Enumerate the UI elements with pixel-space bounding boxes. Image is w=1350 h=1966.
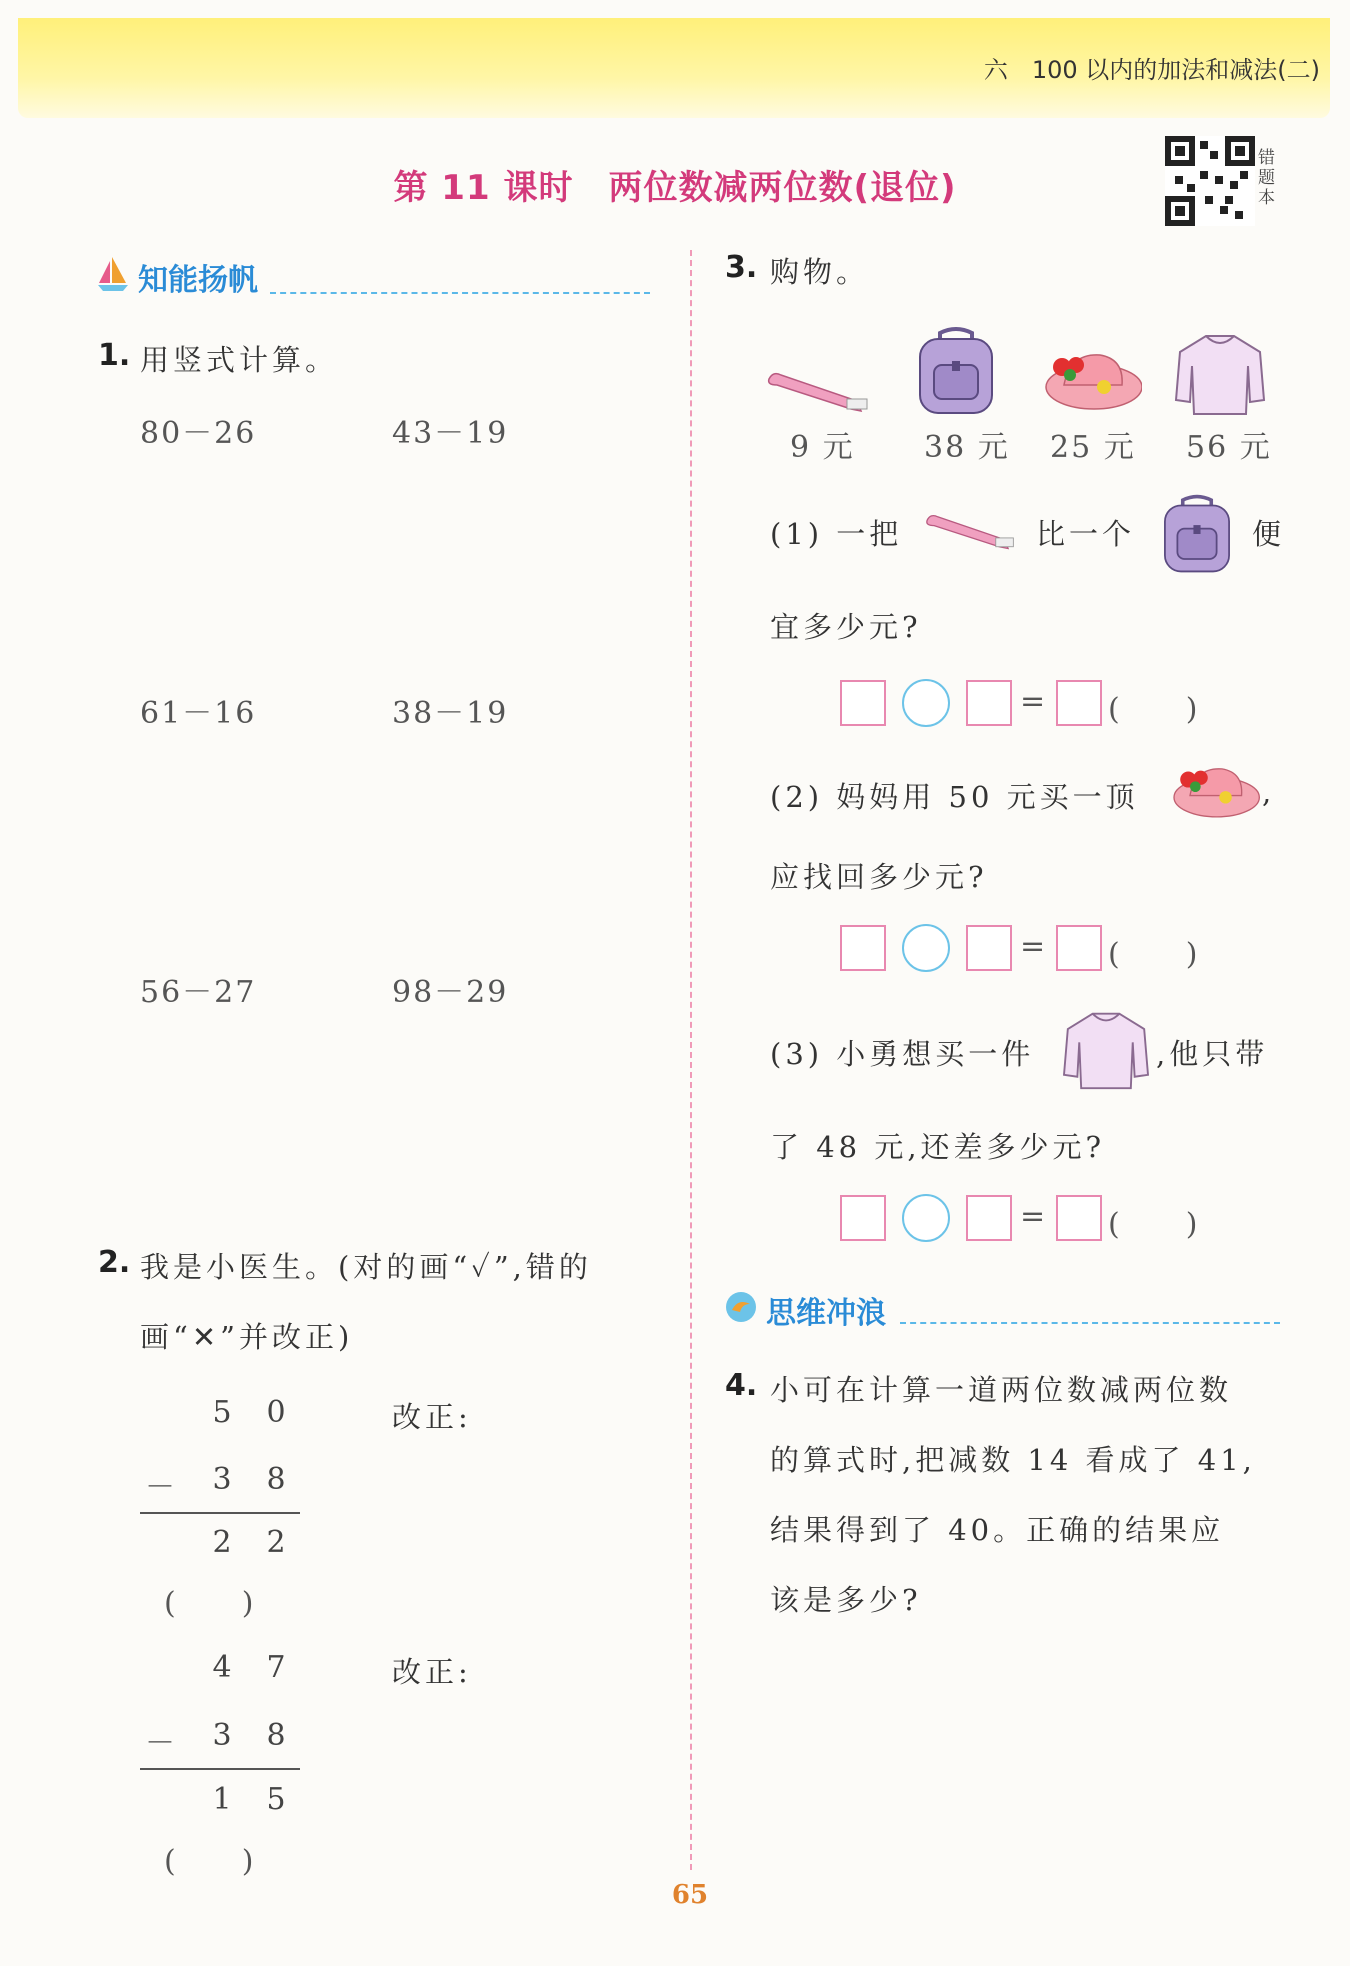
expression: 38－19 (392, 696, 509, 731)
digit: 5 (266, 1782, 286, 1817)
sun-hat-icon (1168, 760, 1260, 824)
unit-parentheses[interactable]: ( ) (1108, 1207, 1200, 1242)
answer-parentheses[interactable]: ( ) (164, 1844, 256, 1879)
sub-question-1-c: 便 (1252, 517, 1286, 551)
backpack-icon (910, 325, 1002, 417)
toothbrush-icon (918, 508, 1026, 552)
answer-box[interactable] (840, 925, 886, 971)
question-1-text: 用竖式计算。 (140, 343, 339, 377)
digit: 0 (266, 1395, 286, 1430)
question-number-4: 4. (725, 1368, 758, 1403)
digit: 5 (212, 1395, 232, 1430)
sub-question-2-b: , (1262, 775, 1276, 809)
expression: 43－19 (392, 416, 509, 451)
sub-question-2-c: 应找回多少元? (770, 860, 988, 894)
section-line (270, 292, 650, 294)
answer-box[interactable] (1056, 680, 1102, 726)
section-title-siwei: 思维冲浪 (766, 1296, 886, 1331)
sailboat-icon (96, 255, 130, 293)
sum-line (140, 1512, 300, 1514)
sub-question-3-b: ,他只带 (1156, 1037, 1269, 1071)
fix-label: 改正: (392, 1400, 472, 1434)
question-3-text: 购物。 (770, 255, 870, 289)
operator-circle[interactable] (902, 679, 950, 727)
digit: 7 (266, 1650, 286, 1685)
digit: 2 (266, 1525, 286, 1560)
expression: 98－29 (392, 975, 509, 1010)
column-divider (690, 250, 692, 1870)
sub-question-3-a: (3) 小勇想买一件 (770, 1037, 1035, 1071)
sub-question-3-c: 了 48 元,还差多少元? (770, 1130, 1106, 1164)
sub-question-1-a: (1) 一把 (770, 517, 903, 551)
expression: 56－27 (140, 975, 257, 1010)
sweater-icon (1060, 1008, 1152, 1092)
section-line (900, 1322, 1280, 1324)
toothbrush-icon (765, 365, 875, 415)
sum-line (140, 1768, 300, 1770)
qr-label: 错题本 (1258, 148, 1275, 208)
digit: 1 (212, 1782, 232, 1817)
digit: 2 (212, 1525, 232, 1560)
question-number-3: 3. (725, 250, 758, 285)
answer-box[interactable] (1056, 925, 1102, 971)
answer-parentheses[interactable]: ( ) (164, 1586, 256, 1621)
sun-hat-icon (1040, 345, 1142, 417)
sub-question-1-d: 宜多少元? (770, 610, 922, 644)
price-label: 9 元 (790, 430, 855, 465)
question-4-line2: 的算式时,把减数 14 看成了 41, (770, 1443, 1256, 1477)
expression: 61－16 (140, 696, 257, 731)
operator-circle[interactable] (902, 1194, 950, 1242)
price-label: 38 元 (924, 430, 1010, 465)
digit: 3 (212, 1718, 232, 1753)
minus-sign: － (145, 1726, 175, 1761)
price-label: 25 元 (1050, 430, 1136, 465)
answer-box[interactable] (1056, 1195, 1102, 1241)
digit: 4 (212, 1650, 232, 1685)
unit-parentheses[interactable]: ( ) (1108, 692, 1200, 727)
operator-circle[interactable] (902, 924, 950, 972)
question-4-line1: 小可在计算一道两位数减两位数 (770, 1373, 1233, 1407)
section-title-zhineng: 知能扬帆 (138, 263, 258, 298)
price-label: 56 元 (1186, 430, 1272, 465)
sub-question-1-b: 比一个 (1036, 517, 1136, 551)
expression: 80－26 (140, 416, 257, 451)
answer-box[interactable] (840, 1195, 886, 1241)
answer-box[interactable] (840, 680, 886, 726)
lesson-title: 第 11 课时 两位数减两位数(退位) (393, 168, 957, 208)
equals-sign: = (1020, 1199, 1046, 1234)
sweater-icon (1172, 330, 1268, 418)
question-number-2: 2. (98, 1245, 131, 1280)
question-number-1: 1. (98, 338, 131, 373)
equals-sign: = (1020, 929, 1046, 964)
sub-question-2-a: (2) 妈妈用 50 元买一顶 (770, 780, 1139, 814)
fix-label: 改正: (392, 1655, 472, 1689)
unit-parentheses[interactable]: ( ) (1108, 937, 1200, 972)
page-number: 65 (671, 1880, 709, 1910)
answer-box[interactable] (966, 925, 1012, 971)
answer-box[interactable] (966, 680, 1012, 726)
question-2-line2: 画“✕”并改正) (140, 1320, 354, 1354)
question-4-line4: 该是多少? (770, 1583, 922, 1617)
qr-code-icon[interactable] (1165, 135, 1255, 227)
digit: 8 (266, 1462, 286, 1497)
digit: 8 (266, 1718, 286, 1753)
equals-sign: = (1020, 684, 1046, 719)
answer-box[interactable] (966, 1195, 1012, 1241)
question-2-line1: 我是小医生。(对的画“✓”,错的 (140, 1250, 592, 1284)
digit: 3 (212, 1462, 232, 1497)
minus-sign: － (145, 1470, 175, 1505)
chapter-title: 六 100 以内的加法和减法(二) (983, 56, 1320, 84)
wave-icon (724, 1290, 758, 1324)
question-4-line3: 结果得到了 40。正确的结果应 (770, 1513, 1225, 1547)
backpack-icon (1156, 493, 1238, 575)
